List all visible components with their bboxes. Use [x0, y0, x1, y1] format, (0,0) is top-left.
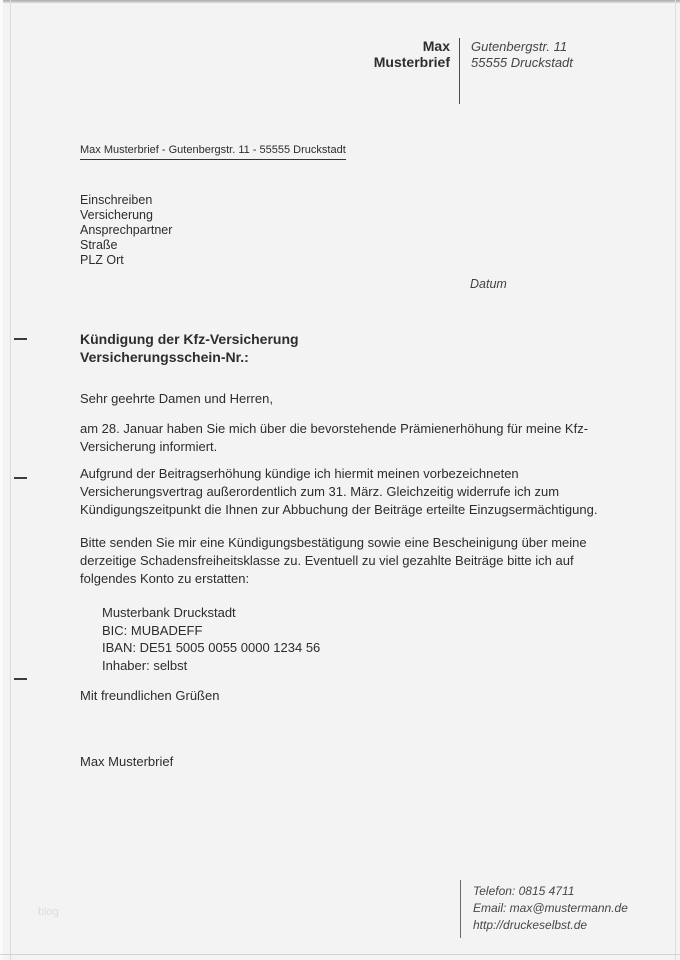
bank-iban: IBAN: DE51 5005 0055 0000 1234 56 [102, 640, 321, 655]
bank-name: Musterbank Druckstadt [102, 605, 236, 620]
fold-mark-center [14, 477, 27, 479]
sender-return-line: Max Musterbrief - Gutenbergstr. 11 - 55555 Druckstadt [80, 144, 346, 160]
page-edge-top [0, 0, 680, 3]
footer-phone: Telefon: 0815 4711 [473, 884, 575, 898]
watermark-text: blog [38, 906, 59, 918]
page-edge-right [675, 0, 676, 960]
recipient-line-ansprechpartner: Ansprechpartner [80, 223, 173, 237]
recipient-address-block [80, 193, 172, 268]
body-paragraph-1: am 28. Januar haben Sie mich über die bevorstehende Prämienerhöhung für meine Kfz-Versicherung informiert. [80, 421, 589, 454]
letterhead-name-line2: Musterbrief [373, 54, 450, 70]
salutation: Sehr geehrte Damen und Herren, [80, 391, 273, 406]
letterhead [290, 38, 573, 104]
bank-holder: Inhaber: selbst [102, 657, 188, 673]
recipient-line-strasse: Straße [80, 238, 118, 252]
date-placeholder: Datum [470, 277, 507, 291]
signature-name: Max Musterbrief [80, 754, 174, 769]
bank-bic: BIC: MUBADEFF [102, 622, 203, 638]
subject-block [80, 330, 299, 366]
subject-line1: Kündigung der Kfz-Versicherung [80, 331, 299, 347]
bank-details-block [102, 604, 320, 674]
footer-contact-block [460, 880, 628, 938]
letterhead-sender-name [290, 38, 459, 104]
footer-contact-lines [461, 880, 628, 938]
letterhead-sender-address [460, 38, 573, 104]
fold-mark-bottom [14, 678, 27, 680]
recipient-line-versicherung: Versicherung [80, 208, 153, 222]
closing-phrase: Mit freundlichen Grüßen [80, 688, 220, 703]
body-paragraph-2: Aufgrund der Beitragserhöhung kündige ich hiermit meinen vorbezeichneten Versicherungsvertrag außerordentlich zum 31. März. Gleichzeitig widerrufe ich zum Kündigungszeitpunkt die Ihnen zur Abbuchung der Beiträge erteilte Einzugsermächtigung. [80, 466, 598, 517]
letterhead-name-line1: Max [422, 38, 450, 54]
letterhead-address-line2: 55555 Druckstadt [471, 55, 573, 70]
footer-email: Email: max@mustermann.de [473, 901, 628, 915]
recipient-line-plz-ort: PLZ Ort [80, 253, 124, 267]
fold-mark-top [14, 338, 27, 340]
subject-line2: Versicherungsschein-Nr.: [80, 349, 249, 365]
page-edge-bottom [0, 954, 680, 955]
recipient-line-einschreiben: Einschreiben [80, 193, 153, 207]
page-edge-left-inner [10, 0, 11, 960]
footer-website: http://druckeselbst.de [473, 918, 588, 932]
letterhead-address-line1: Gutenbergstr. 11 [471, 39, 568, 54]
body-paragraph-3: Bitte senden Sie mir eine Kündigungsbestätigung sowie eine Bescheinigung über meine derzeitige Schadensfreiheitsklasse zu. Eventuell zu viel gezahlte Beiträge bitte ich auf folgendes Konto zu erstatten: [80, 535, 587, 586]
page-edge-left-outer [0, 0, 3, 960]
